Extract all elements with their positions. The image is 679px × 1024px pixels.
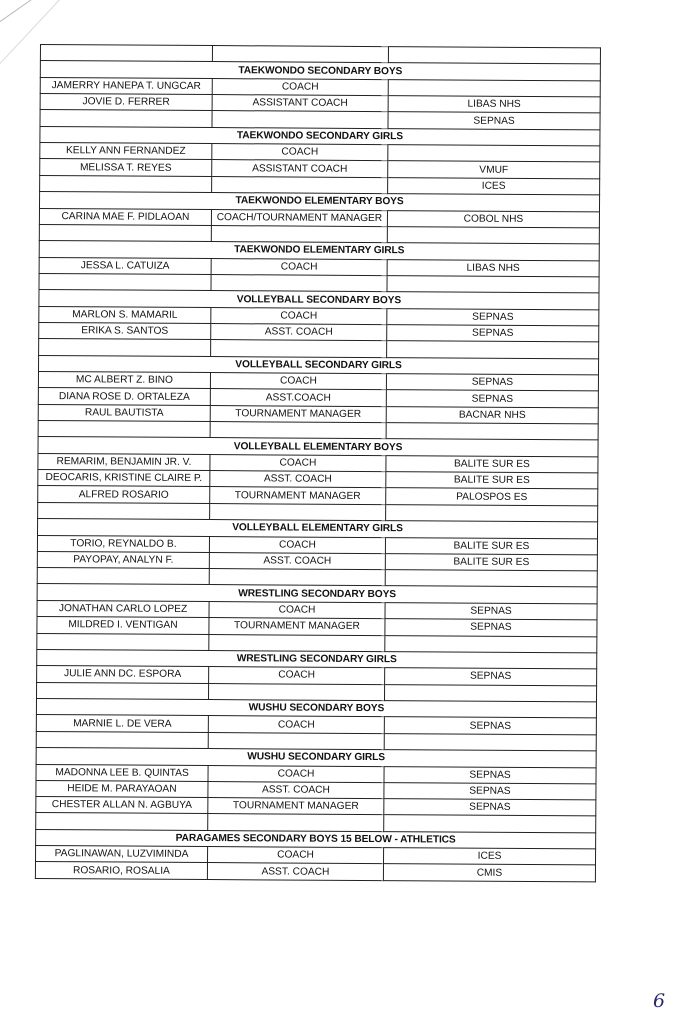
name-cell: DEOCARIS, KRISTINE CLAIRE P. xyxy=(38,470,210,487)
role-cell xyxy=(208,683,384,700)
name-cell xyxy=(38,421,210,438)
name-cell: MARLON S. MAMARIL xyxy=(39,306,211,323)
name-cell xyxy=(39,339,211,356)
name-cell: JESSA L. CATUIZA xyxy=(39,257,211,274)
name-cell: ALFRED ROSARIO xyxy=(38,486,210,503)
school-cell xyxy=(387,341,599,359)
section-title: PARAGAMES SECONDARY BOYS 15 BELOW - ATHLETICS xyxy=(36,829,596,849)
name-cell: MC ALBERT Z. BINO xyxy=(38,372,210,389)
role-cell xyxy=(211,225,387,242)
role-cell: COACH/TOURNAMENT MANAGER xyxy=(211,209,387,226)
school-cell xyxy=(386,423,598,441)
role-cell: ASST. COACH xyxy=(211,324,387,341)
role-cell xyxy=(210,422,386,439)
school-cell: SEPNAS xyxy=(384,782,596,800)
school-cell: SEPNAS xyxy=(387,308,599,326)
role-cell: ASST. COACH xyxy=(209,552,385,569)
section-title: TAEKWONDO SECONDARY GIRLS xyxy=(40,126,600,146)
school-cell xyxy=(384,733,596,751)
school-cell: BALITE SUR ES xyxy=(386,455,598,473)
name-cell: HEIDE M. PARAYAOAN xyxy=(36,780,208,797)
role-cell: ASST. COACH xyxy=(210,471,386,488)
school-cell: SEPNAS xyxy=(386,390,598,408)
name-cell: KELLY ANN FERNANDEZ xyxy=(40,143,212,160)
role-cell xyxy=(210,503,386,520)
school-cell: SEPNAS xyxy=(384,717,596,735)
school-cell: SEPNAS xyxy=(385,668,597,686)
section-title: VOLLEYBALL ELEMENTARY GIRLS xyxy=(38,519,598,539)
role-cell: COACH xyxy=(209,667,385,684)
school-cell: LIBAS NHS xyxy=(388,96,600,114)
name-cell: JAMERRY HANEPA T. UNGCAR xyxy=(40,77,212,94)
school-cell: SEPNAS xyxy=(385,619,597,637)
table-cell xyxy=(212,46,388,63)
role-cell xyxy=(209,634,385,651)
name-cell xyxy=(36,731,208,748)
role-cell: COACH xyxy=(210,373,386,390)
name-cell: PAGLINAWAN, LUZVIMINDA xyxy=(36,846,208,863)
role-cell xyxy=(212,176,388,193)
school-cell: ICES xyxy=(388,177,600,195)
role-cell: ASST. COACH xyxy=(208,781,384,798)
school-cell xyxy=(384,815,596,833)
school-cell: SEPNAS xyxy=(385,603,597,621)
school-cell xyxy=(385,635,597,653)
school-cell: BALITE SUR ES xyxy=(385,553,597,571)
role-cell: TOURNAMENT MANAGER xyxy=(208,798,384,815)
role-cell: TOURNAMENT MANAGER xyxy=(209,618,385,635)
name-cell xyxy=(38,502,210,519)
role-cell: ASSISTANT COACH xyxy=(212,160,388,177)
section-title: TAEKWONDO SECONDARY BOYS xyxy=(40,61,600,81)
name-cell: RAUL BAUTISTA xyxy=(38,404,210,421)
document-sheet xyxy=(35,44,600,882)
school-cell: CMIS xyxy=(383,864,595,882)
school-cell: PALOSPOS ES xyxy=(386,488,598,506)
role-cell: COACH xyxy=(212,78,388,95)
name-cell: MELISSA T. REYES xyxy=(40,159,212,176)
role-cell: ASSISTANT COACH xyxy=(212,95,388,112)
school-cell: SEPNAS xyxy=(388,112,600,130)
name-cell xyxy=(37,682,209,699)
school-cell: BALITE SUR ES xyxy=(386,472,598,490)
name-cell: MILDRED I. VENTIGAN xyxy=(37,617,209,634)
name-cell: DIANA ROSE D. ORTALEZA xyxy=(38,388,210,405)
school-cell xyxy=(386,504,598,522)
school-cell: SEPNAS xyxy=(387,325,599,343)
school-cell: SEPNAS xyxy=(384,766,596,784)
school-cell xyxy=(388,79,600,97)
role-cell: COACH xyxy=(211,307,387,324)
table-cell xyxy=(40,45,212,62)
role-cell: COACH xyxy=(212,144,388,161)
role-cell: TOURNAMENT MANAGER xyxy=(210,487,386,504)
role-cell: TOURNAMENT MANAGER xyxy=(210,405,386,422)
name-cell: MADONNA LEE B. QUINTAS xyxy=(36,764,208,781)
name-cell xyxy=(40,110,212,127)
section-title: WRESTLING SECONDARY BOYS xyxy=(37,584,597,604)
school-cell: LIBAS NHS xyxy=(387,259,599,277)
name-cell: JOVIE D. FERRER xyxy=(40,94,212,111)
school-cell: BACNAR NHS xyxy=(386,406,598,424)
role-cell xyxy=(211,340,387,357)
name-cell: MARNIE L. DE VERA xyxy=(36,715,208,732)
school-cell: SEPNAS xyxy=(384,799,596,817)
name-cell xyxy=(39,273,211,290)
name-cell xyxy=(37,633,209,650)
role-cell: COACH xyxy=(208,765,384,782)
role-cell: ASST.COACH xyxy=(210,389,386,406)
personnel-table xyxy=(35,44,601,882)
section-title: VOLLEYBALL SECONDARY BOYS xyxy=(39,290,599,310)
school-cell xyxy=(384,684,596,702)
page-number: 6 xyxy=(653,990,666,1012)
school-cell: BALITE SUR ES xyxy=(385,537,597,555)
role-cell: COACH xyxy=(208,847,384,864)
name-cell: REMARIM, BENJAMIN JR. V. xyxy=(38,453,210,470)
school-cell: SEPNAS xyxy=(386,374,598,392)
school-cell: COBOL NHS xyxy=(387,210,599,228)
fold-line xyxy=(0,0,95,43)
role-cell: COACH xyxy=(209,601,385,618)
name-cell: PAYOPAY, ANALYN F. xyxy=(37,551,209,568)
role-cell xyxy=(208,732,384,749)
name-cell: CARINA MAE F. PIDLAOAN xyxy=(39,208,211,225)
role-cell xyxy=(211,275,387,292)
name-cell xyxy=(36,813,208,830)
section-title: TAEKWONDO ELEMENTARY BOYS xyxy=(39,192,599,212)
role-cell xyxy=(208,814,384,831)
table-cell xyxy=(388,47,600,65)
section-title: TAEKWONDO ELEMENTARY GIRLS xyxy=(39,241,599,261)
school-cell xyxy=(387,227,599,245)
name-cell: ROSARIO, ROSALIA xyxy=(35,862,207,879)
role-cell: COACH xyxy=(209,536,385,553)
name-cell: TORIO, REYNALDO B. xyxy=(37,535,209,552)
name-cell xyxy=(37,568,209,585)
name-cell: CHESTER ALLAN N. AGBUYA xyxy=(36,797,208,814)
role-cell: COACH xyxy=(208,716,384,733)
school-cell: ICES xyxy=(383,848,595,866)
name-cell: JONATHAN CARLO LOPEZ xyxy=(37,600,209,617)
school-cell xyxy=(385,570,597,588)
school-cell xyxy=(388,145,600,163)
role-cell: COACH xyxy=(211,258,387,275)
section-title: WUSHU SECONDARY BOYS xyxy=(36,698,596,718)
section-title: WRESTLING SECONDARY GIRLS xyxy=(37,649,597,669)
school-cell xyxy=(387,276,599,294)
role-cell: ASST. COACH xyxy=(207,863,383,880)
table-row xyxy=(35,862,595,882)
section-title: WUSHU SECONDARY GIRLS xyxy=(36,747,596,767)
section-title: VOLLEYBALL SECONDARY GIRLS xyxy=(38,355,598,375)
section-title: VOLLEYBALL ELEMENTARY BOYS xyxy=(38,437,598,457)
role-cell xyxy=(209,569,385,586)
name-cell: JULIE ANN DC. ESPORA xyxy=(37,666,209,683)
role-cell: COACH xyxy=(210,454,386,471)
school-cell: VMUF xyxy=(388,161,600,179)
role-cell xyxy=(212,111,388,128)
name-cell: ERIKA S. SANTOS xyxy=(39,323,211,340)
name-cell xyxy=(40,175,212,192)
name-cell xyxy=(39,224,211,241)
